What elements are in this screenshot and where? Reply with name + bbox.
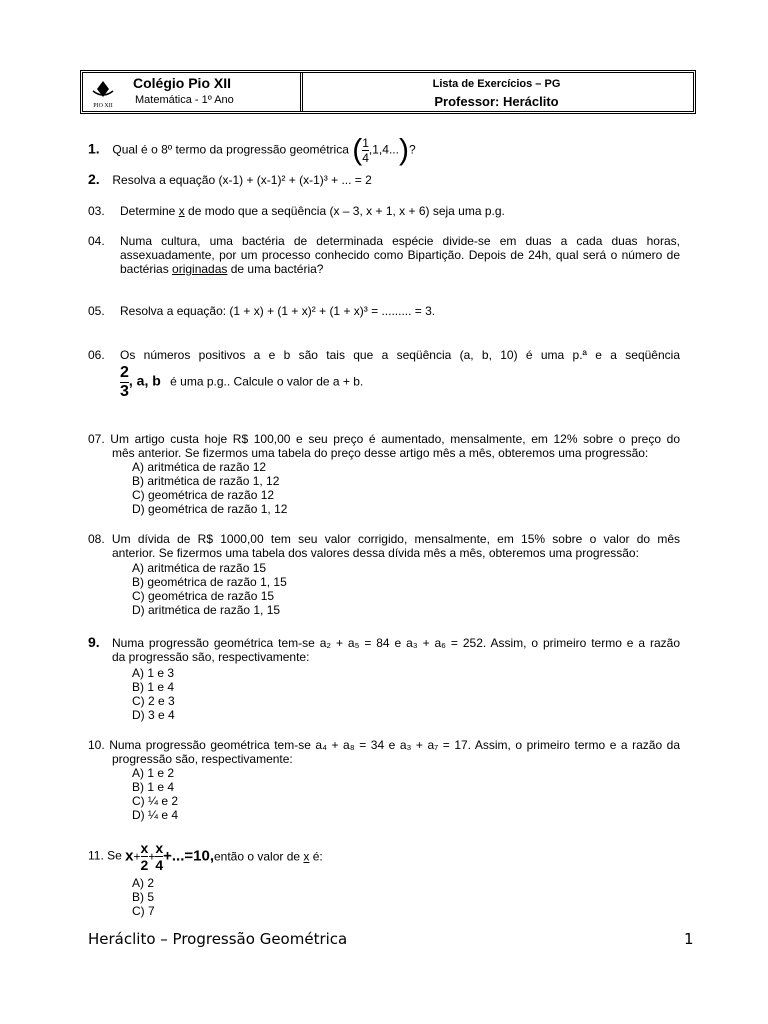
fraction: $\frac{2}{3}$: [120, 364, 129, 400]
question-3: 03. Determine x de modo que a seqüência (x – 3, x + 1, x + 6) seja uma p.g.: [88, 204, 505, 218]
question-number: 05.: [88, 304, 105, 318]
question-8-options: [132, 561, 287, 617]
option: B) geométrica de razão 1, 15: [132, 575, 287, 589]
option: D) ¼ e 4: [132, 808, 179, 822]
option: D) 3 e 4: [132, 708, 175, 722]
page-number: 1: [684, 930, 694, 948]
option: B) 1 e 4: [132, 780, 175, 794]
fraction: $\frac{x}{4}$: [155, 840, 164, 873]
question-number: 2.: [88, 171, 100, 187]
professor: Professor: Heráclito: [434, 94, 559, 109]
question-7-options: [132, 460, 287, 516]
option: C) 2 e 3: [132, 694, 175, 708]
fraction: $\frac{1}{4}$: [362, 136, 369, 165]
option: B) aritmética de razão 1, 12: [132, 474, 280, 488]
option: A) 1 e 2: [132, 766, 175, 780]
question-11-options: [132, 876, 155, 918]
option: D) geométrica de razão 1, 12: [132, 502, 288, 516]
question-number: 04.: [88, 234, 105, 248]
question-1: 1. Qual é o 8º termo da progressão geométrica ( $\frac{1}{4}$ ,1,4...)?: [88, 133, 416, 167]
question-10: 10. Numa progressão geométrica tem-se a₄ + a₈ = 34 e a₃ + a₇ = 17. Assim, o primeiro termo e a razão da progressão são, respectivamente:: [88, 738, 680, 766]
school-logo-icon: [87, 77, 119, 109]
question-8: 08. Um dívida de R$ 1000,00 tem seu valor corrigido, mensalmente, em 15% sobre o valor do mês anterior. Se fizermos uma tabela dos valores dessa dívida mês a mês, obteremos uma progressão:: [88, 532, 680, 560]
option: A) 1 e 3: [132, 666, 175, 680]
option: C) geométrica de razão 12: [132, 488, 275, 502]
option: B) 1 e 4: [132, 680, 175, 694]
question-2: [88, 172, 372, 187]
question-6-line-2: $\frac{2}{3}$ , a, b é uma p.g.. Calcule o valor de a + b.: [120, 364, 364, 400]
list-title: Lista de Exercícios – PG: [432, 78, 561, 90]
option: C) ¼ e 2: [132, 794, 179, 808]
question-6: 06. Os números positivos a e b são tais que a seqüência (a, b, 10) é uma p.ª e a seqüência: [88, 348, 680, 362]
question-text: Qual é o 8º termo da progressão geométrica: [112, 142, 349, 157]
question-4: 04. Numa cultura, uma bactéria de determinada espécie divide-se em duas a cada duas horas, assexuadamente, por um processo conhecido como Bipartição. Depois de 24h, qual será o número de bactérias originadas de uma bactéria?: [88, 234, 680, 276]
question-number: 1.: [88, 140, 100, 157]
school-name: Colégio Pio XII: [133, 75, 232, 91]
question-11: 11. Se x+ $\frac{x}{2}$ + $\frac{x}{4}$ +...=10,então o valor de x é:: [88, 840, 323, 873]
question-9-options: [132, 666, 175, 722]
option: A) 2: [132, 876, 155, 890]
option: B) 5: [132, 890, 155, 904]
option: C) 7: [132, 904, 155, 918]
fraction: $\frac{x}{2}$: [140, 840, 149, 873]
question-text: Resolva a equação (x-1) + (x-1)² + (x-1)³ + ... = 2: [112, 173, 372, 187]
question-9: 9. Numa progressão geométrica tem-se a₂ + a₅ = 84 e a₃ + a₆ = 252. Assim, o primeiro termo e a razão da progressão são, respectivamente:: [88, 634, 680, 664]
question-7: 07. Um artigo custa hoje R$ 100,00 e seu preço é aumentado, mensalmente, em 12% sobre o preço do mês anterior. Se fizermos uma tabela do preço desse artigo mês a mês, obteremos uma progressão:: [88, 432, 680, 460]
question-number: 03.: [88, 204, 105, 218]
question-number: 9.: [88, 634, 100, 650]
option: A) aritmética de razão 15: [132, 561, 267, 575]
header-box: [80, 70, 696, 114]
logo-text: PIO XII: [93, 103, 113, 109]
option: C) geométrica de razão 15: [132, 589, 275, 603]
option: D) aritmética de razão 1, 15: [132, 603, 281, 617]
subject: Matemática - 1º Ano: [135, 94, 234, 106]
option: A) aritmética de razão 12: [132, 460, 267, 474]
question-5: 05. Resolva a equação: (1 + x) + (1 + x)² + (1 + x)³ = ......... = 3.: [88, 304, 436, 318]
footer-text: Heráclito – Progressão Geométrica: [88, 930, 348, 948]
question-10-options: [132, 766, 178, 822]
question-number: 06.: [88, 348, 105, 362]
